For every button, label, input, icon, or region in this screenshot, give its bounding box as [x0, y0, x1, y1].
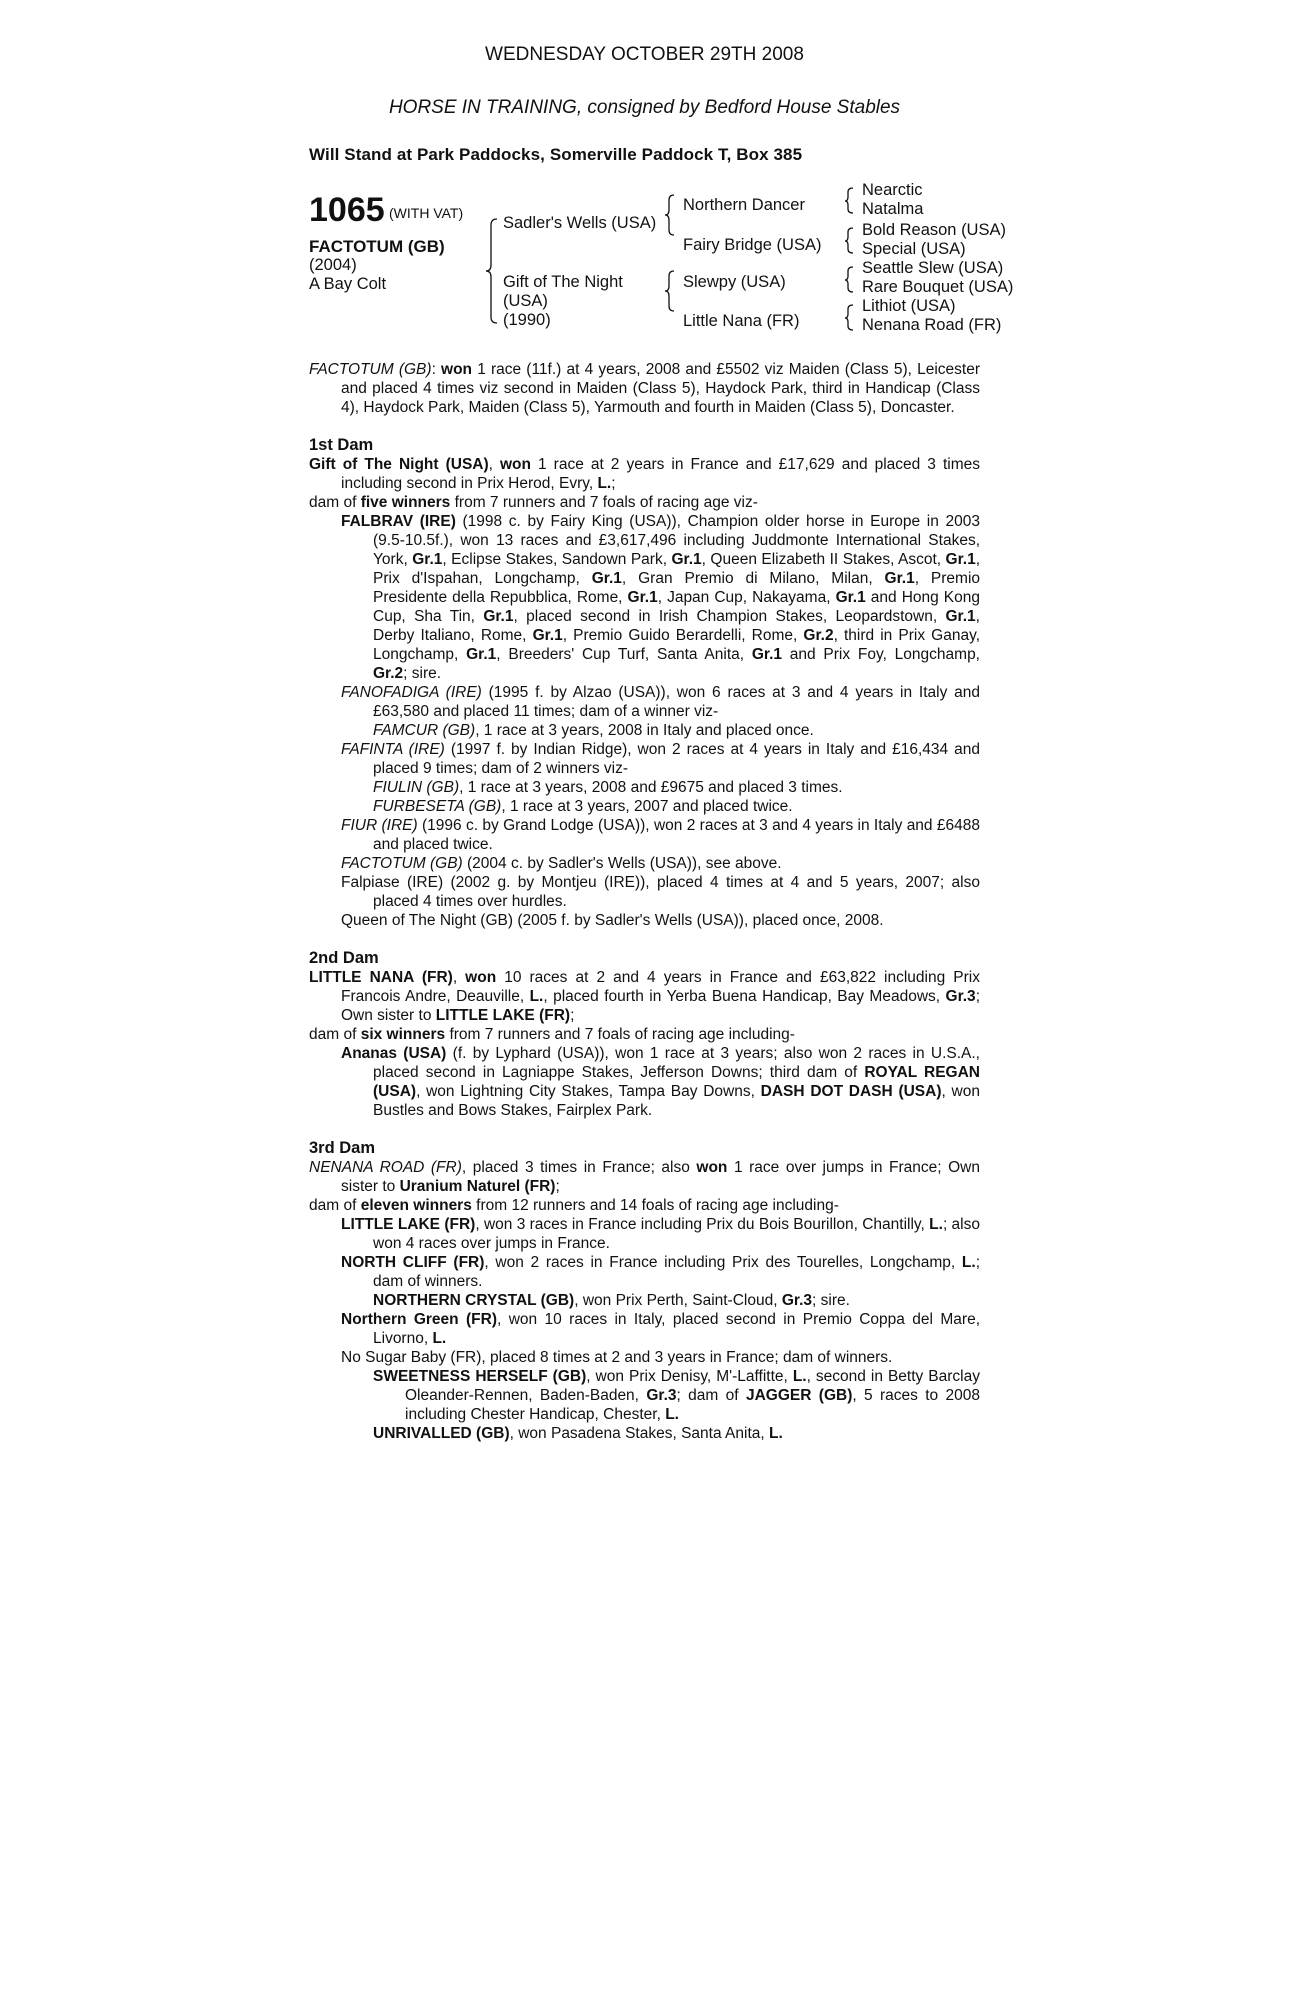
- produce-northern-green: Northern Green (FR), won 10 races in Italy, placed second in Premio Coppa del Mare, Livorno, L.: [341, 1311, 980, 1347]
- gg-dds: Lithiot (USA): [862, 297, 956, 315]
- bracket-main: [486, 219, 497, 323]
- catalogue-body: [309, 360, 980, 1443]
- second-dam-summary: LITTLE NANA (FR), won 10 races at 2 and 4 years in France and £63,822 including Prix Francois Andre, Deauville, L., placed fourth in Yerba Buena Handicap, Bay Meadows, Gr.3; Own sister to LITTLE LAKE (FR);: [309, 969, 980, 1024]
- produce-fiur: FIUR (IRE) (1996 c. by Grand Lodge (USA)), won 2 races at 3 and 4 years in Italy and £6488 and placed twice.: [341, 817, 980, 853]
- bracket-sire: [665, 195, 674, 235]
- consignor-line: HORSE IN TRAINING, consigned by Bedford House Stables: [388, 97, 901, 118]
- sire-name: Sadler's Wells (USA): [503, 214, 657, 232]
- bracket-sd: [845, 228, 853, 253]
- gg-ssd: Natalma: [862, 200, 924, 218]
- produce-famcur: FAMCUR (GB), 1 race at 3 years, 2008 in Italy and placed once.: [373, 722, 814, 739]
- dam-name-line2: (USA): [503, 292, 548, 310]
- third-dam-summary: NENANA ROAD (FR), placed 3 times in France; also won 1 race over jumps in France; Own sister to Uranium Naturel (FR);: [309, 1159, 980, 1195]
- bracket-ss: [845, 188, 853, 213]
- produce-fanofadiga: FANOFADIGA (IRE) (1995 f. by Alzao (USA)), won 6 races at 3 and 4 years in Italy and £63,580 and placed 11 times; dam of a winner viz-: [341, 684, 980, 720]
- third-dam-produce-summary: dam of eleven winners from 12 runners and 14 foals of racing age including-: [309, 1197, 839, 1214]
- second-dam-produce-summary: dam of six winners from 7 runners and 7 foals of racing age including-: [309, 1026, 795, 1043]
- dam-sire: Slewpy (USA): [683, 273, 786, 291]
- bracket-dd: [845, 305, 853, 330]
- produce-no-sugar-baby: No Sugar Baby (FR), placed 8 times at 2 and 3 years in France; dam of winners.: [341, 1349, 893, 1366]
- produce-northern-crystal: NORTHERN CRYSTAL (GB), won Prix Perth, Saint-Cloud, Gr.3; sire.: [373, 1292, 850, 1309]
- gg-ddd: Nenana Road (FR): [862, 316, 1002, 334]
- produce-fafinta: FAFINTA (IRE) (1997 f. by Indian Ridge), won 2 races at 4 years in Italy and £16,434 and placed 9 times; dam of 2 winners viz-: [341, 741, 980, 777]
- gg-sss: Nearctic: [862, 181, 923, 199]
- dam-name-line1: Gift of The Night: [503, 273, 623, 291]
- gg-sdd: Special (USA): [862, 240, 966, 258]
- produce-fiulin: FIULIN (GB), 1 race at 3 years, 2008 and £9675 and placed 3 times.: [373, 779, 843, 796]
- first-dam-produce-summary: dam of five winners from 7 runners and 7 foals of racing age viz-: [309, 494, 758, 511]
- bracket-ds: [845, 267, 853, 292]
- produce-little-lake: LITTLE LAKE (FR), won 3 races in France including Prix du Bois Bourillon, Chantilly, L.; also won 4 races over jumps in France.: [341, 1216, 980, 1252]
- foaling-year: (2004): [309, 256, 357, 274]
- sire-dam: Fairy Bridge (USA): [683, 236, 822, 254]
- first-dam-summary: Gift of The Night (USA), won 1 race at 2 years in France and £17,629 and placed 3 times including second in Prix Herod, Evry, L.;: [309, 456, 980, 492]
- produce-falpiase: Falpiase (IRE) (2002 g. by Montjeu (IRE)), placed 4 times at 4 and 5 years, 2007; also placed 4 times over hurdles.: [341, 874, 980, 910]
- dam-dam: Little Nana (FR): [683, 312, 800, 330]
- produce-falbrav: FALBRAV (IRE) (1998 c. by Fairy King (USA)), Champion older horse in Europe in 2003 (9.5-10.5f.), won 13 races and £3,617,496 including Juddmonte International Stakes, York, Gr.1, Eclipse Stakes, Sandown Park, Gr.1, Queen Elizabeth II Stakes, Ascot, Gr.1, Prix d'Ispahan, Longchamp, Gr.1, Gran Premio di Milano, Milan, Gr.1, Premio Presidente della Repubblica, Rome, Gr.1, Japan Cup, Nakayama, Gr.1 and Hong Kong Cup, Sha Tin, Gr.1, placed second in Irish Champion Stakes, Leopardstown, Gr.1, Derby Italiano, Rome, Gr.1, Premio Guido Berardelli, Rome, Gr.2, third in Prix Ganay, Longchamp, Gr.1, Breeders' Cup Turf, Santa Anita, Gr.1 and Prix Foy, Longchamp, Gr.2; sire.: [341, 513, 981, 682]
- horse-description: A Bay Colt: [309, 275, 387, 293]
- bracket-dam: [665, 271, 674, 311]
- intro-paragraph: FACTOTUM (GB): won 1 race (11f.) at 4 years, 2008 and £5502 viz Maiden (Class 5), Leicester and placed 4 times viz second in Maiden (Class 5), Haydock Park, third in Handicap (Class 4), Haydock Park, Maiden (Class 5), Yarmouth and fourth in Maiden (Class 5), Doncaster.: [309, 361, 980, 416]
- produce-north-cliff: NORTH CLIFF (FR), won 2 races in France including Prix des Tourelles, Longchamp, L.; dam of winners.: [341, 1254, 980, 1290]
- stand-location: Will Stand at Park Paddocks, Somerville Paddock T, Box 385: [309, 145, 803, 164]
- lot-number: 1065: [309, 191, 385, 229]
- vat-note: (WITH VAT): [389, 205, 464, 221]
- horse-name: FACTOTUM (GB): [309, 237, 445, 256]
- pedigree-block: [309, 181, 1029, 345]
- produce-queen-of-the-night: Queen of The Night (GB) (2005 f. by Sadler's Wells (USA)), placed once, 2008.: [341, 912, 884, 929]
- produce-factotum: FACTOTUM (GB) (2004 c. by Sadler's Wells (USA)), see above.: [341, 855, 782, 872]
- first-dam-heading: 1st Dam: [309, 436, 374, 454]
- produce-furbeseta: FURBESETA (GB), 1 race at 3 years, 2007 and placed twice.: [373, 798, 793, 815]
- gg-dsd: Rare Bouquet (USA): [862, 278, 1014, 296]
- dam-name-line3: (1990): [503, 311, 551, 329]
- gg-dss: Seattle Slew (USA): [862, 259, 1004, 277]
- produce-sweetness-herself: SWEETNESS HERSELF (GB), won Prix Denisy, M'-Laffitte, L., second in Betty Barclay Oleander-Rennen, Baden-Baden, Gr.3; dam of JAGGER (GB), 5 races to 2008 including Chester Handicap, Chester, L.: [373, 1368, 981, 1423]
- second-dam-heading: 2nd Dam: [309, 949, 379, 967]
- sire-sire: Northern Dancer: [683, 196, 805, 214]
- produce-ananas: Ananas (USA) (f. by Lyphard (USA)), won 1 race at 3 years; also won 2 races in U.S.A., placed second in Lagniappe Stakes, Jefferson Downs; third dam of ROYAL REGAN (USA), won Lightning City Stakes, Tampa Bay Downs, DASH DOT DASH (USA), won Bustles and Bows Stakes, Fairplex Park.: [341, 1045, 980, 1119]
- third-dam-heading: 3rd Dam: [309, 1139, 376, 1157]
- sale-date: WEDNESDAY OCTOBER 29TH 2008: [485, 44, 804, 65]
- produce-unrivalled: UNRIVALLED (GB), won Pasadena Stakes, Santa Anita, L.: [373, 1425, 783, 1442]
- gg-sds: Bold Reason (USA): [862, 221, 1006, 239]
